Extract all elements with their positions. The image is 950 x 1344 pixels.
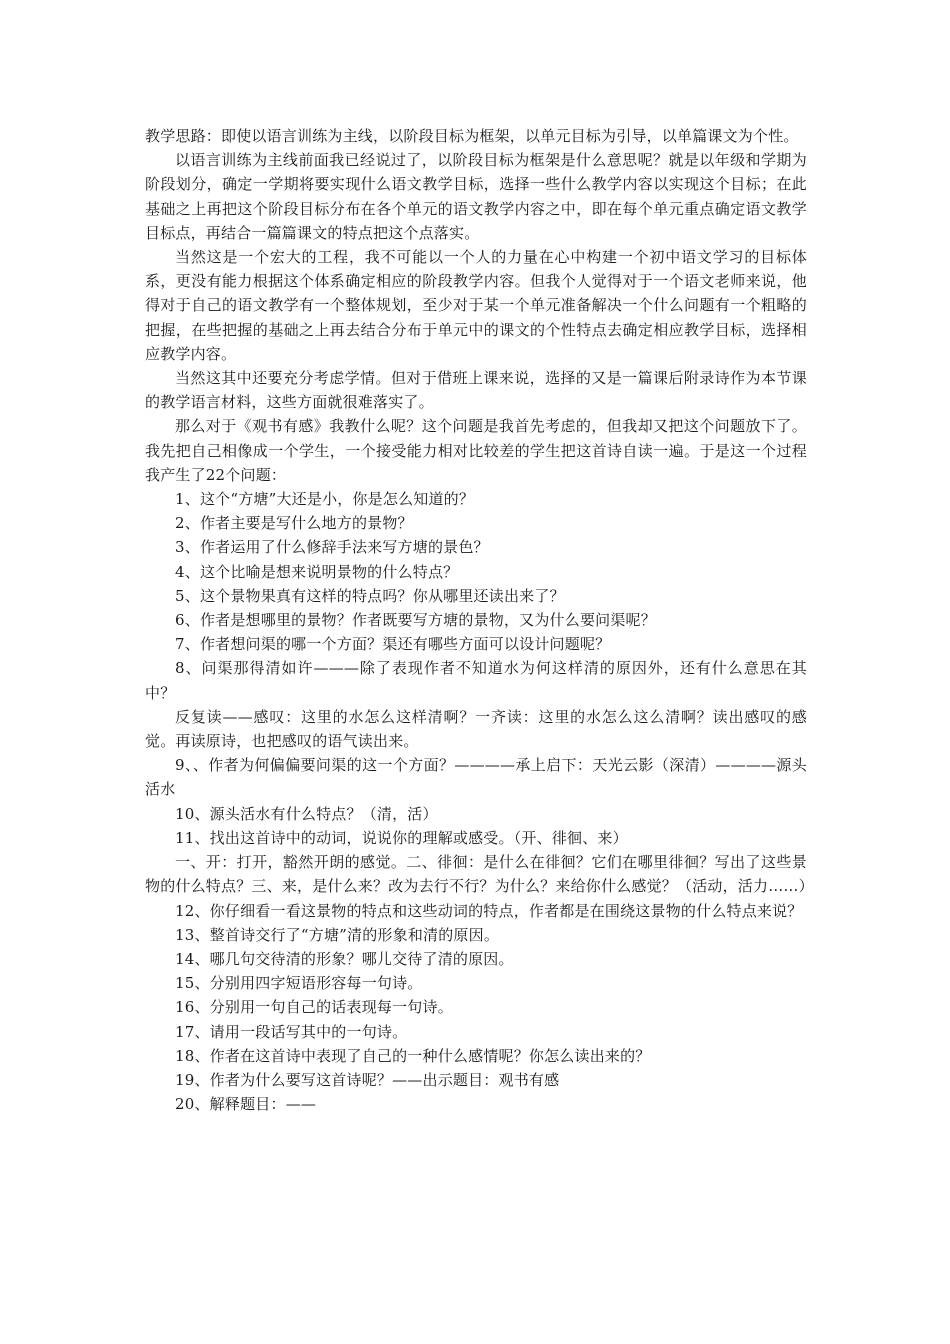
question-item: 10、源头活水有什么特点？（清，活） [175, 804, 438, 823]
question-item: 3、作者运用了什么修辞手法来写方塘的景色？ [175, 538, 489, 557]
paragraph: 反复读——感叹：这里的水怎么这样清啊？一齐读：这里的水怎么这么清啊？读出感叹的感觉。再读原诗，也把感叹的语气读出来。 [145, 707, 807, 751]
question-item: 2、作者主要是写什么地方的景物？ [175, 514, 413, 533]
question-item: 15、分别用四字短语形容每一句诗。 [175, 974, 423, 993]
paragraph-teaching-idea: 教学思路：即使以语言训练为主线，以阶段目标为框架，以单元目标为引导，以单篇课文为个性。 [145, 127, 799, 145]
paragraph: 当然这是一个宏大的工程，我不可能以一个人的力量在心中构建一个初中语文学习的目标体系，更没有能力根据这个体系确定相应的阶段教学内容。但我个人觉得对于一个语文老师来说，他得对于自己的语文教学有一个整体规划，至少对于某一个单元准备解决一个什么问题有一个粗略的把握，在些把握的基础之上再去结合分布于单元中的课文的个性特点去确定相应教学目标，选择相应教学内容。 [145, 248, 807, 363]
question-item: 16、分别用一句自己的话表现每一句诗。 [175, 998, 453, 1017]
question-item: 17、请用一段话写其中的一句诗。 [175, 1022, 408, 1041]
paragraph: 当然这其中还要充分考虑学情。但对于借班上课来说，选择的又是一篇课后附录诗作为本节课的教学语言材料，这些方面就很难落实了。 [145, 369, 807, 412]
question-item: 13、整首诗交行了“方塘”清的形象和清的原因。 [175, 925, 500, 944]
paragraph: 一、开：打开，豁然开朗的感觉。二、徘徊：是什么在徘徊？它们在哪里徘徊？写出了这些景物的什么特点？三、来，是什么来？改为去行不行？为什么？来给你什么感觉？（活动，活力……） [145, 853, 814, 896]
question-item: 12、你仔细看一看这景物的特点和这些动词的特点，作者都是在围绕这景物的什么特点来说？ [175, 901, 803, 920]
question-item: 8、问渠那得清如许———除了表现作者不知道水为何这样清的原因外，还有什么意思在其中？ [145, 659, 807, 702]
question-item: 9、、作者为何偏偏要问渠的这一个方面？————承上启下：天光云影（深清）————源头活水 [145, 756, 807, 799]
document-page [145, 124, 814, 1116]
question-item: 11、找出这首诗中的动词，说说你的理解或感受。（开、徘徊、来） [175, 828, 628, 847]
question-item: 18、作者在这首诗中表现了自己的一种什么感情呢？你怎么读出来的？ [175, 1046, 651, 1065]
question-item: 20、解释题目：—— [175, 1095, 317, 1114]
question-item: 6、作者是想哪里的景物？作者既要写方塘的景物，又为什么要问渠呢？ [175, 611, 656, 630]
question-item: 19、作者为什么要写这首诗呢？——出示题目：观书有感 [175, 1070, 560, 1089]
question-item: 7、作者想问渠的哪一个方面？渠还有哪些方面可以设计问题呢？ [175, 635, 611, 654]
paragraph: 以语言训练为主线前面我已经说过了，以阶段目标为框架是什么意思呢？就是以年级和学期为阶段划分，确定一学期将要实现什么语文教学目标，选择一些什么教学内容以实现这个目标；在此基础之上再把这个阶段目标分布在各个单元的语文教学内容之中，即在每个单元重点确定语文教学目标点，再结合一篇篇课文的特点把这个点落实。 [145, 151, 807, 242]
question-item: 5、这个景物果真有这样的特点吗？你从哪里还读出来了？ [175, 586, 565, 605]
question-item: 1、这个“方塘”大还是小，你是怎么知道的？ [175, 490, 475, 509]
question-item: 4、这个比喻是想来说明景物的什么特点？ [175, 562, 459, 581]
question-item: 14、哪几句交待清的形象？哪儿交待了清的原因。 [175, 949, 514, 968]
paragraph: 那么对于《观书有感》我教什么呢？这个问题是我首先考虑的，但我却又把这个问题放下了。我先把自己相像成一个学生，一个接受能力相对比较差的学生把这首诗自读一遍。于是这一个过程我产生了22个问题： [145, 417, 807, 484]
